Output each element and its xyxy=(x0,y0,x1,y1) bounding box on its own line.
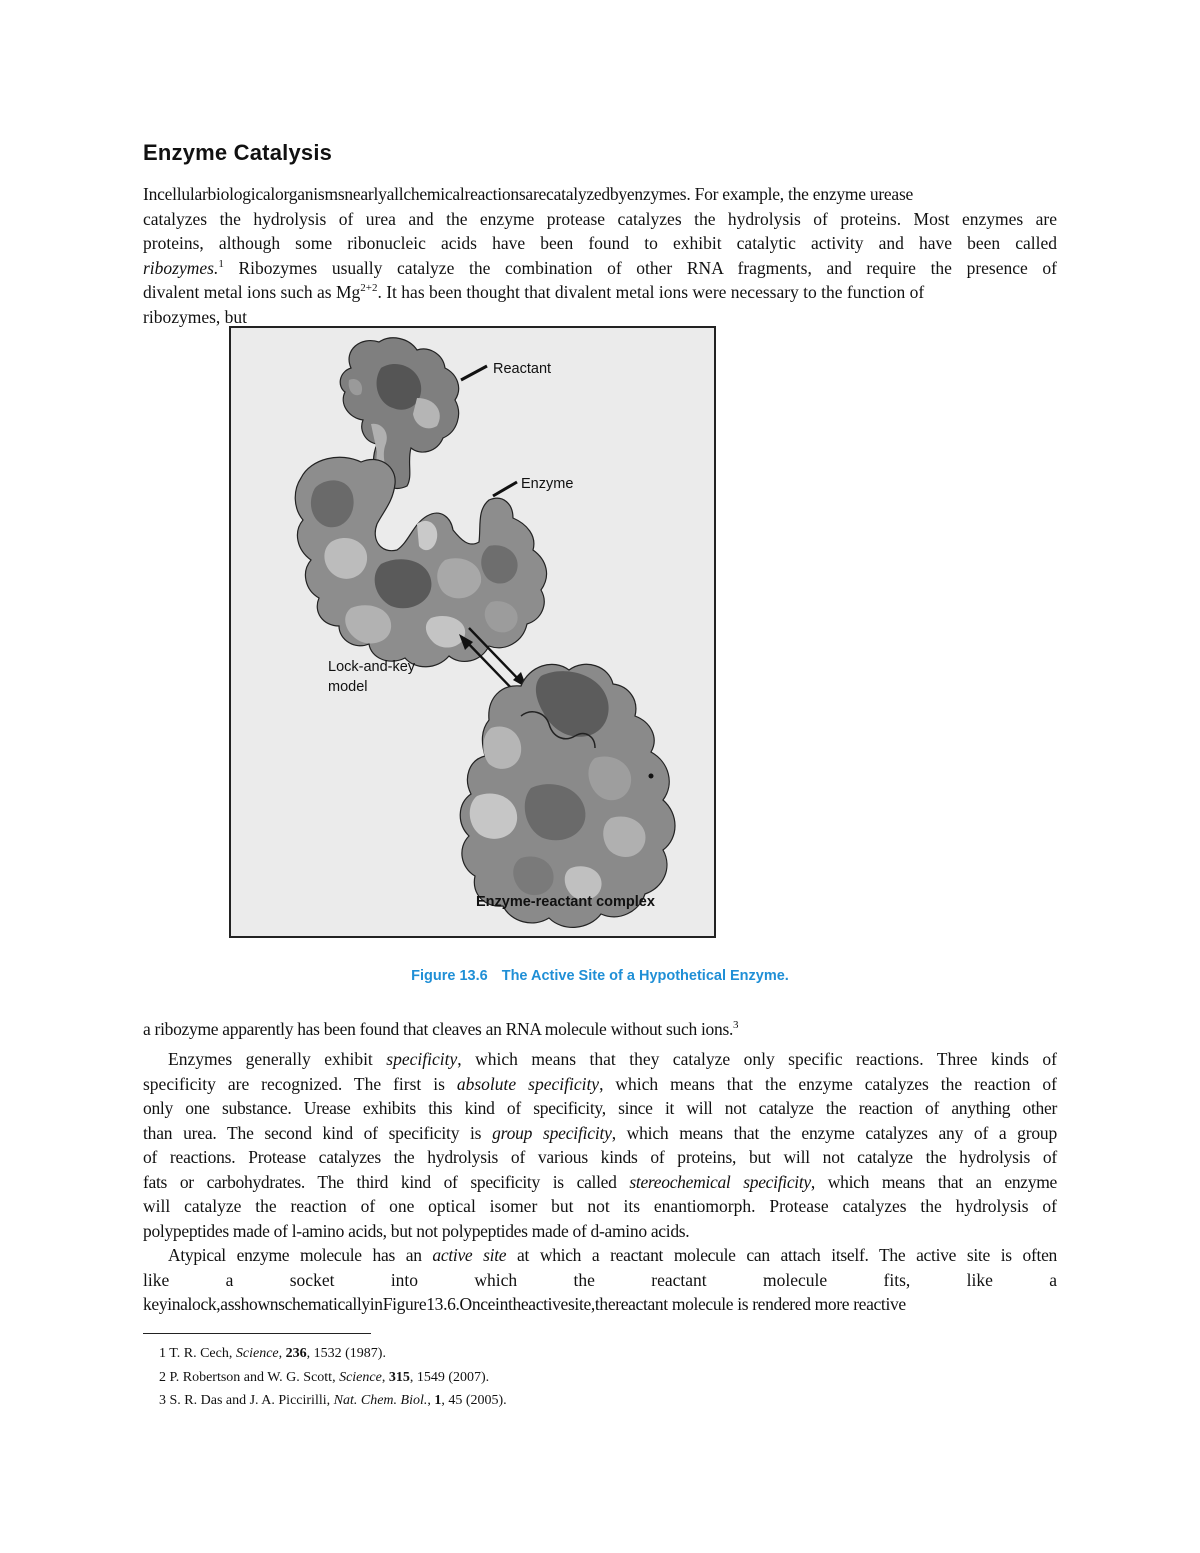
text-span: 1 T. R. Cech, xyxy=(159,1346,236,1361)
text-span: , which means that the enzyme catalyzes any of a group xyxy=(611,1122,1058,1143)
text-line xyxy=(143,1017,1057,1042)
specificity-paragraph xyxy=(143,1047,1057,1243)
continuation-paragraph xyxy=(143,1017,1057,1042)
text-span: , 1532 (1987). xyxy=(306,1346,386,1361)
text-span: , which means that the enzyme catalyzes the reaction of xyxy=(599,1073,1057,1094)
figure-active-site xyxy=(229,326,716,938)
term-ribozymes: ribozymes. xyxy=(143,257,219,278)
label-enzyme: Enzyme xyxy=(521,476,574,492)
figure-number: Figure 13.6 xyxy=(411,968,488,984)
text-span: than urea. The second kind of specificity is xyxy=(143,1122,493,1143)
text-span: , which means that they catalyze only specific reactions. Three kinds of xyxy=(457,1049,1057,1069)
complex-shape xyxy=(460,664,675,927)
text-line: keyinalock,asshownschematicallyinFigure13.6.Onceintheactivesite,thereactant molecule is rendered more reactive xyxy=(143,1294,906,1314)
text-span: , 1549 (2007). xyxy=(409,1369,490,1385)
term-group-specificity: group specificity xyxy=(492,1122,612,1143)
text-line: like a socket into which the reactant molecule fits, like a xyxy=(143,1269,1057,1290)
term-absolute-specificity: absolute specificity xyxy=(456,1073,600,1094)
footnote-2 xyxy=(159,1366,507,1390)
text-span: Atypical enzyme molecule has an xyxy=(168,1245,433,1265)
figure-title: The Active Site of a Hypothetical Enzyme. xyxy=(501,968,789,984)
text-span: , xyxy=(278,1346,286,1361)
text-line xyxy=(143,256,1057,281)
text-span: , xyxy=(427,1393,435,1408)
volume: 1 xyxy=(434,1393,442,1408)
text-line: Incellularbiologicalorganismsnearlyallchemicalreactionsarecatalyzedbyenzymes. For example, the enzyme urease xyxy=(143,184,914,204)
text-span: 2 P. Robertson and W. G. Scott, xyxy=(159,1369,340,1385)
footnote-ref: 1 xyxy=(218,257,224,270)
label-model-line2: model xyxy=(328,679,368,695)
text-span: , 45 (2005). xyxy=(441,1393,507,1408)
superscript: 2 xyxy=(371,282,378,295)
enzyme-shape xyxy=(295,457,546,667)
text-line: will catalyze the reaction of one optical isomer but not its enantiomorph. Protease catalyzes the hydrolysis of xyxy=(143,1196,1057,1216)
intro-paragraph xyxy=(143,182,1057,329)
enzyme-pointer xyxy=(493,482,517,496)
figure-caption xyxy=(0,968,1200,984)
text-span: 3 S. R. Das and J. A. Piccirilli, xyxy=(159,1393,334,1408)
footnotes xyxy=(159,1342,507,1413)
text-line: proteins, although some ribonucleic acids have been found to exhibit catalytic activity and have been called xyxy=(143,233,1057,253)
text-span: , which means that an enzyme xyxy=(810,1171,1057,1192)
journal-name: Science xyxy=(339,1369,382,1385)
term-active-site: active site xyxy=(432,1245,507,1265)
section-heading: Enzyme Catalysis xyxy=(143,140,333,165)
term-specificity: specificity xyxy=(386,1049,458,1069)
active-site-paragraph xyxy=(143,1243,1057,1317)
footnote-ref: 3 xyxy=(733,1019,739,1032)
superscript: 2 xyxy=(360,282,366,295)
text-span: Enzymes generally exhibit xyxy=(168,1049,387,1069)
text-line: polypeptides made of l-amino acids, but not polypeptides made of d-amino acids. xyxy=(143,1220,690,1241)
text-line: ribozymes, but xyxy=(143,306,248,327)
text-span: . It has been thought that divalent metal ions were necessary to the function of xyxy=(377,282,925,302)
reactant-pointer xyxy=(461,366,487,380)
label-complex: Enzyme-reactant complex xyxy=(476,894,655,910)
text-line xyxy=(143,1121,1057,1146)
text-line: only one substance. Urease exhibits this kind of specificity, since it will not catalyze the reaction of anything other xyxy=(143,1098,1057,1118)
journal-name: Science xyxy=(235,1346,279,1361)
text-span: specificity are recognized. The first is xyxy=(143,1073,457,1094)
text-span: Ribozymes usually catalyze the combination of other RNA fragments, and require the presence of xyxy=(223,257,1057,278)
text-line xyxy=(143,1170,1057,1195)
footnote-3 xyxy=(159,1389,507,1413)
label-model-line1: Lock-and-key xyxy=(328,659,416,675)
text-line xyxy=(143,1072,1057,1097)
text-span: divalent metal ions such as Mg xyxy=(143,282,361,302)
footnote-separator xyxy=(143,1333,371,1334)
text-line xyxy=(143,280,1057,305)
label-reactant: Reactant xyxy=(493,361,552,377)
footnote-1 xyxy=(159,1342,507,1366)
volume: 236 xyxy=(285,1346,307,1361)
text-line: of reactions. Protease catalyzes the hydrolysis of various kinds of proteins, but will not catalyze the hydrolysis of xyxy=(143,1147,1057,1167)
text-line xyxy=(143,1243,1057,1268)
text-line xyxy=(143,1047,1057,1072)
text-span: at which a reactant molecule can attach itself. The active site is often xyxy=(506,1245,1058,1265)
text-span: fats or carbohydrates. The third kind of specificity is called xyxy=(143,1171,630,1192)
text-span: a ribozyme apparently has been found that cleaves an RNA molecule without such ions. xyxy=(143,1019,734,1039)
superscript: + xyxy=(365,282,372,295)
enzyme-illustration xyxy=(231,328,713,935)
text-line: catalyzes the hydrolysis of urea and the enzyme protease catalyzes the hydrolysis of proteins. Most enzymes are xyxy=(143,208,1057,229)
term-stereochemical-specificity: stereochemical specificity xyxy=(629,1171,811,1192)
journal-name: Nat. Chem. Biol. xyxy=(333,1393,428,1408)
text-span: , xyxy=(381,1369,389,1385)
volume: 315 xyxy=(388,1369,410,1385)
